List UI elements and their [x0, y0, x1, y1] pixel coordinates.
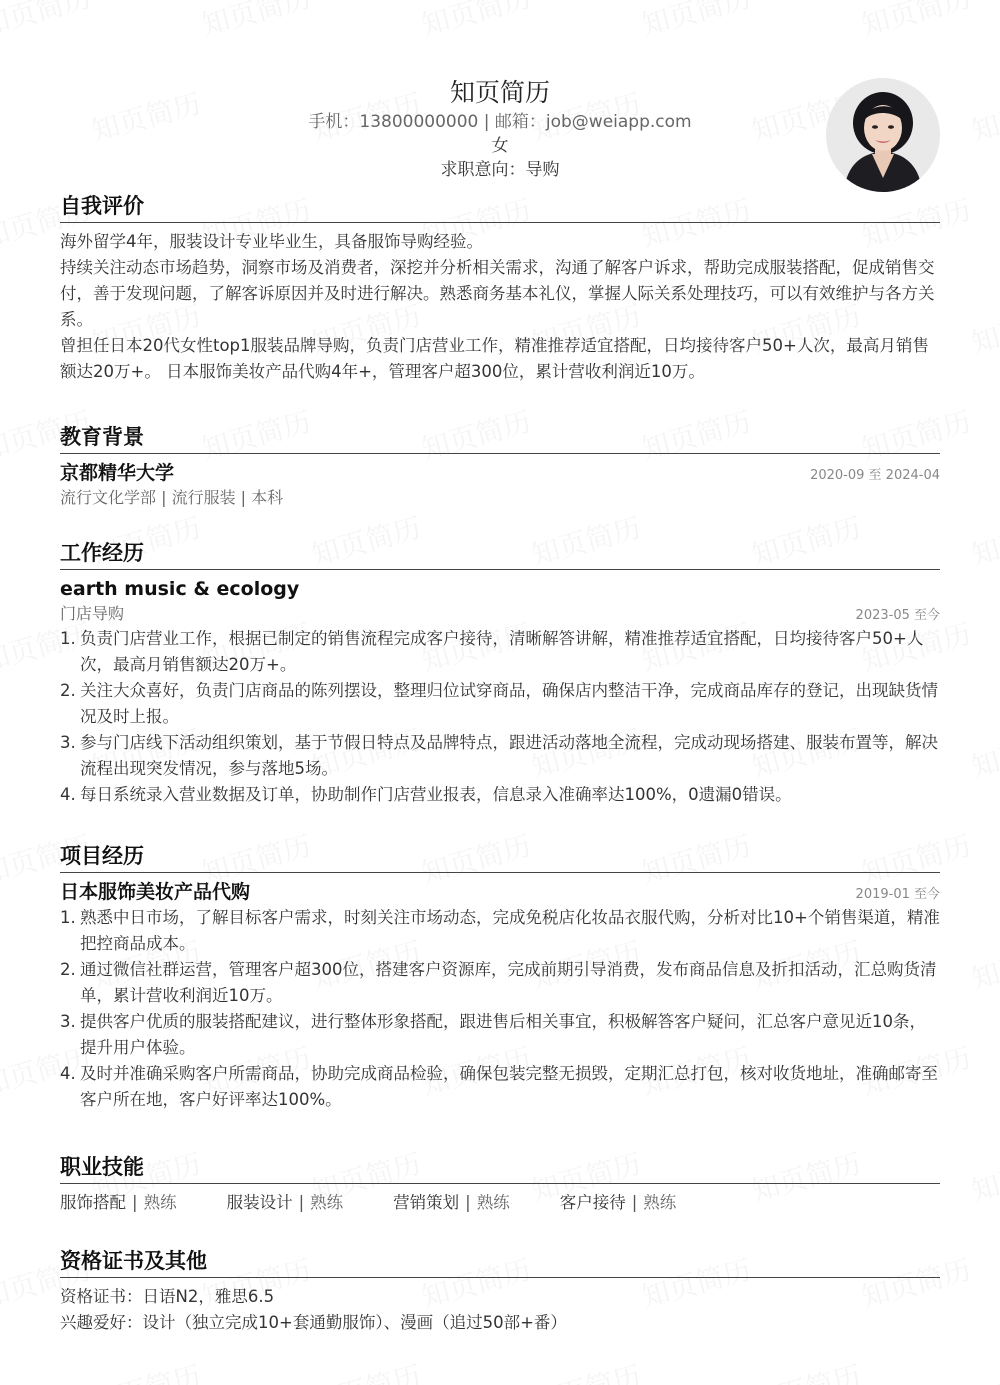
list-item	[60, 626, 940, 678]
contact-info: 手机：13800000000 | 邮箱：job@weiapp.com	[308, 112, 692, 132]
resume-header	[60, 76, 940, 182]
list-number: 3.	[60, 1012, 76, 1031]
section-title: 教育背景	[60, 423, 940, 454]
list-text: 参与门店线下活动组织策划，基于节假日特点及品牌特点，跟进活动落地全流程，完成动现场搭建、服装布置等，解决流程出现突发情况，参与落地5场。	[80, 733, 938, 778]
list-text: 熟悉中日市场，了解目标客户需求，时刻关注市场动态，完成免税店化妆品衣服代购，分析对比10+个销售渠道，精准把控商品成本。	[80, 908, 940, 953]
skill-name: 营销策划	[393, 1193, 460, 1212]
skill-separator: |	[298, 1193, 305, 1212]
project-name: 日本服饰美妆产品代购	[60, 881, 251, 903]
self-evaluation-section	[60, 192, 940, 385]
skill-level: 熟练	[476, 1193, 510, 1212]
skill-separator: |	[465, 1193, 471, 1212]
self-eval-paragraph: 持续关注动态市场趋势，洞察市场及消费者，深挖并分析相关需求，沟通了解客户诉求，帮助完成服装搭配，促成销售交付，善于发现问题，了解客诉原因并及时进行解决。熟悉商务基本礼仪，掌握人际关系处理技巧，可以有效维护与各方关系。	[60, 258, 935, 329]
section-title: 自我评价	[60, 192, 940, 223]
list-text: 负责门店营业工作，根据已制定的销售流程完成客户接待，清晰解答讲解，精准推荐适宜搭配，日均接待客户50+人次，最高月销售额达20万+。	[80, 629, 924, 674]
list-item	[60, 1061, 940, 1113]
certificate-line: 资格证书：日语N2，雅思6.5	[60, 1287, 275, 1306]
list-item	[60, 678, 940, 730]
project-head	[60, 879, 940, 905]
skill-name: 服饰搭配	[60, 1193, 126, 1212]
education-detail: 流行文化学部 | 流行服装 | 本科	[60, 488, 284, 507]
school-name: 京都精华大学	[60, 462, 175, 484]
skill-level: 熟练	[143, 1193, 177, 1212]
gender: 女	[491, 136, 509, 156]
skill-name: 服装设计	[226, 1193, 293, 1212]
section-title: 项目经历	[60, 842, 940, 873]
project-items-list	[60, 905, 940, 1113]
skill-item	[60, 1190, 177, 1216]
work-duties-list	[60, 626, 940, 808]
list-number: 1.	[60, 629, 76, 648]
work-date: 2023-05 至今	[855, 608, 940, 623]
list-item	[60, 905, 940, 957]
list-item	[60, 957, 940, 1009]
list-text: 每日系统录入营业数据及订单，协助制作门店营业报表，信息录入准确率达100%，0遗漏0错误。	[80, 785, 792, 804]
list-text: 提供客户优质的服装搭配建议，进行整体形象搭配，跟进售后相关事宜，积极解答客户疑问，汇总客户意见近10条，提升用户体验。	[80, 1012, 926, 1057]
skill-level: 熟练	[310, 1193, 344, 1212]
job-intention: 求职意向：导购	[440, 160, 560, 180]
education-section	[60, 423, 940, 510]
list-item	[60, 1009, 940, 1061]
list-number: 1.	[60, 908, 76, 927]
list-item	[60, 730, 940, 782]
skill-item	[560, 1190, 677, 1216]
list-number: 4.	[60, 785, 76, 804]
avatar	[826, 78, 940, 192]
skills-section	[60, 1153, 940, 1216]
list-number: 2.	[60, 960, 76, 979]
skill-name: 客户接待	[559, 1193, 626, 1212]
section-title: 工作经历	[60, 539, 940, 570]
skill-separator: |	[631, 1193, 638, 1212]
work-role-row	[60, 602, 940, 626]
education-head	[60, 460, 940, 486]
certificates-section	[60, 1247, 940, 1336]
skill-level: 熟练	[643, 1193, 677, 1212]
skills-row	[60, 1190, 940, 1216]
education-date: 2020-09 至 2024-04	[810, 468, 940, 483]
skill-item	[393, 1190, 510, 1216]
list-text: 通过微信社群运营，管理客户超300位，搭建客户资源库，完成前期引导消费，发布商品信息及折扣活动，汇总购货清单，累计营收利润近10万。	[80, 960, 937, 1005]
list-item	[60, 782, 940, 808]
list-number: 4.	[60, 1064, 76, 1083]
section-title: 职业技能	[60, 1153, 940, 1184]
project-section	[60, 842, 940, 1113]
section-title: 资格证书及其他	[60, 1247, 940, 1278]
self-eval-paragraph: 海外留学4年，服装设计专业毕业生，具备服饰导购经验。	[60, 232, 483, 251]
job-role: 门店导购	[60, 604, 125, 623]
work-section	[60, 539, 940, 808]
self-eval-paragraph: 曾担任日本20代女性top1服装品牌导购，负责门店营业工作，精准推荐适宜搭配，日均接待客户50+人次，最高月销售额达20万+。 日本服饰美妆产品代购4年+，管理客户超300位，累计营收利润近10万。	[60, 336, 929, 381]
list-number: 2.	[60, 681, 76, 700]
skill-item	[227, 1190, 344, 1216]
list-text: 关注大众喜好，负责门店商品的陈列摆设，整理归位试穿商品，确保店内整洁干净，完成商品库存的登记，出现缺货情况及时上报。	[80, 681, 938, 726]
company-name: earth music & ecology	[60, 578, 300, 600]
list-text: 及时并准确采购客户所需商品，协助完成商品检验，确保包装完整无损毁，定期汇总打包，核对收货地址，准确邮寄至客户所在地，客户好评率达100%。	[80, 1064, 938, 1109]
list-number: 3.	[60, 733, 76, 752]
hobby-line: 兴趣爱好：设计（独立完成10+套通勤服饰）、漫画（追过50部+番）	[60, 1313, 567, 1332]
candidate-name: 知页简历	[449, 78, 550, 107]
avatar-photo-icon	[826, 78, 940, 192]
skill-separator: |	[132, 1193, 138, 1212]
project-date: 2019-01 至今	[855, 887, 940, 902]
